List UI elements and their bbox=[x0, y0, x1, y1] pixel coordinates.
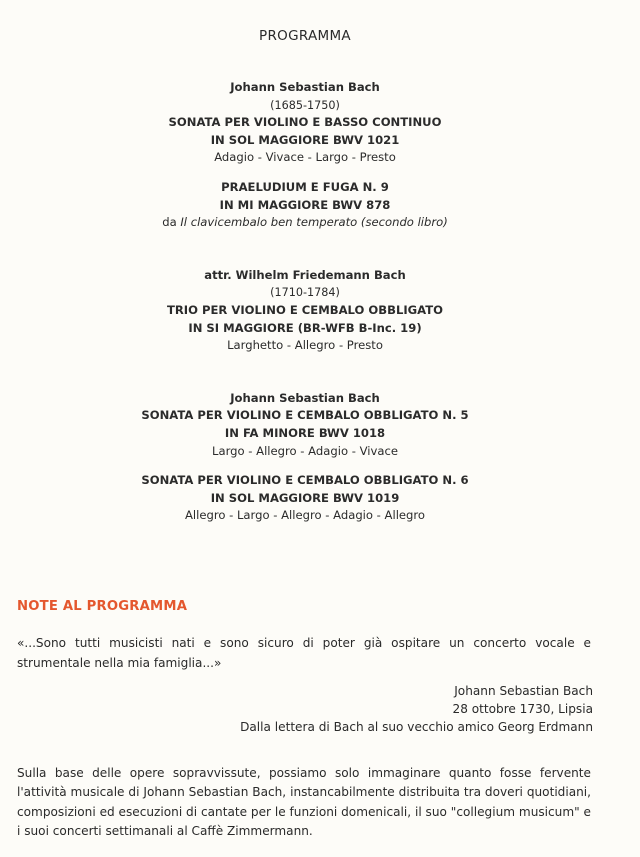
piece-title-line: SONATA PER VIOLINO E CEMBALO OBBLIGATO N. 5 bbox=[141, 408, 469, 423]
notes-paragraph: Sulla base delle opere sopravvissute, possiamo solo immaginare quanto fosse fervente l'attività musicale di Johann Sebastian Bach, instancabilmente distribuita tra doveri quotidiani, composizioni ed esecuzioni di cantate per le funzioni domenicali, il suo "collegium musicum" e i suoi concerti settimanali al Caffè Zimmermann. bbox=[17, 766, 591, 838]
piece-title-line: IN SI MAGGIORE (BR-WFB B-Inc. 19) bbox=[188, 320, 422, 335]
program-section-3 bbox=[0, 390, 610, 525]
piece-title-line: IN SOL MAGGIORE BWV 1021 bbox=[210, 132, 400, 147]
attribution-author: Johann Sebastian Bach bbox=[454, 684, 593, 698]
composer-name: Johann Sebastian Bach bbox=[230, 390, 380, 405]
bach-quote: «...Sono tutti musicisti nati e sono sicuro di poter già ospitare un concerto vocale e strumentale nella mia famiglia...» bbox=[17, 636, 591, 670]
piece-title-line: SONATA PER VIOLINO E CEMBALO OBBLIGATO N. 6 bbox=[141, 473, 469, 488]
notes-heading: NOTE AL PROGRAMMA bbox=[17, 599, 188, 614]
source-title: Il clavicembalo ben temperato (secondo libro) bbox=[180, 215, 448, 230]
program-section-2 bbox=[0, 267, 610, 355]
spacer bbox=[0, 232, 610, 267]
spacer bbox=[0, 460, 610, 472]
piece-title-line: IN SOL MAGGIORE BWV 1019 bbox=[210, 490, 400, 505]
composer-name: Johann Sebastian Bach bbox=[230, 80, 380, 94]
program-item bbox=[0, 302, 610, 355]
composer-name: attr. Wilhelm Friedemann Bach bbox=[204, 267, 406, 282]
composer-dates: (1710-1784) bbox=[270, 286, 340, 300]
attribution-source: Dalla lettera di Bach al suo vecchio amico Georg Erdmann bbox=[240, 720, 593, 735]
piece-movements: Largo - Allegro - Adagio - Vivace bbox=[212, 443, 398, 458]
program-item bbox=[0, 114, 610, 167]
program-item bbox=[0, 179, 610, 232]
piece-title-line: SONATA PER VIOLINO E BASSO CONTINUO bbox=[168, 115, 442, 130]
quote-attribution bbox=[240, 682, 593, 737]
attribution-date-place: 28 ottobre 1730, Lipsia bbox=[452, 702, 593, 717]
piece-movements: Allegro - Largo - Allegro - Adagio - Allegro bbox=[184, 508, 426, 523]
spacer bbox=[0, 355, 610, 390]
page-title: PROGRAMMA bbox=[259, 28, 351, 44]
piece-movements: Larghetto - Allegro - Presto bbox=[227, 338, 383, 353]
program-list bbox=[0, 79, 610, 525]
piece-title-line: IN MI MAGGIORE BWV 878 bbox=[219, 197, 391, 212]
program-section-1 bbox=[0, 79, 610, 232]
source-prefix: da bbox=[162, 215, 181, 230]
piece-title-line: IN FA MINORE BWV 1018 bbox=[224, 425, 386, 440]
piece-title-line: TRIO PER VIOLINO E CEMBALO OBBLIGATO bbox=[166, 302, 444, 317]
program-item bbox=[0, 472, 610, 525]
piece-movements: Adagio - Vivace - Largo - Presto bbox=[214, 150, 396, 165]
piece-source bbox=[0, 214, 610, 232]
composer-dates: (1685-1750) bbox=[270, 98, 340, 112]
program-item bbox=[0, 407, 610, 460]
piece-title-line: PRAELUDIUM E FUGA N. 9 bbox=[221, 179, 389, 194]
spacer bbox=[0, 167, 610, 179]
